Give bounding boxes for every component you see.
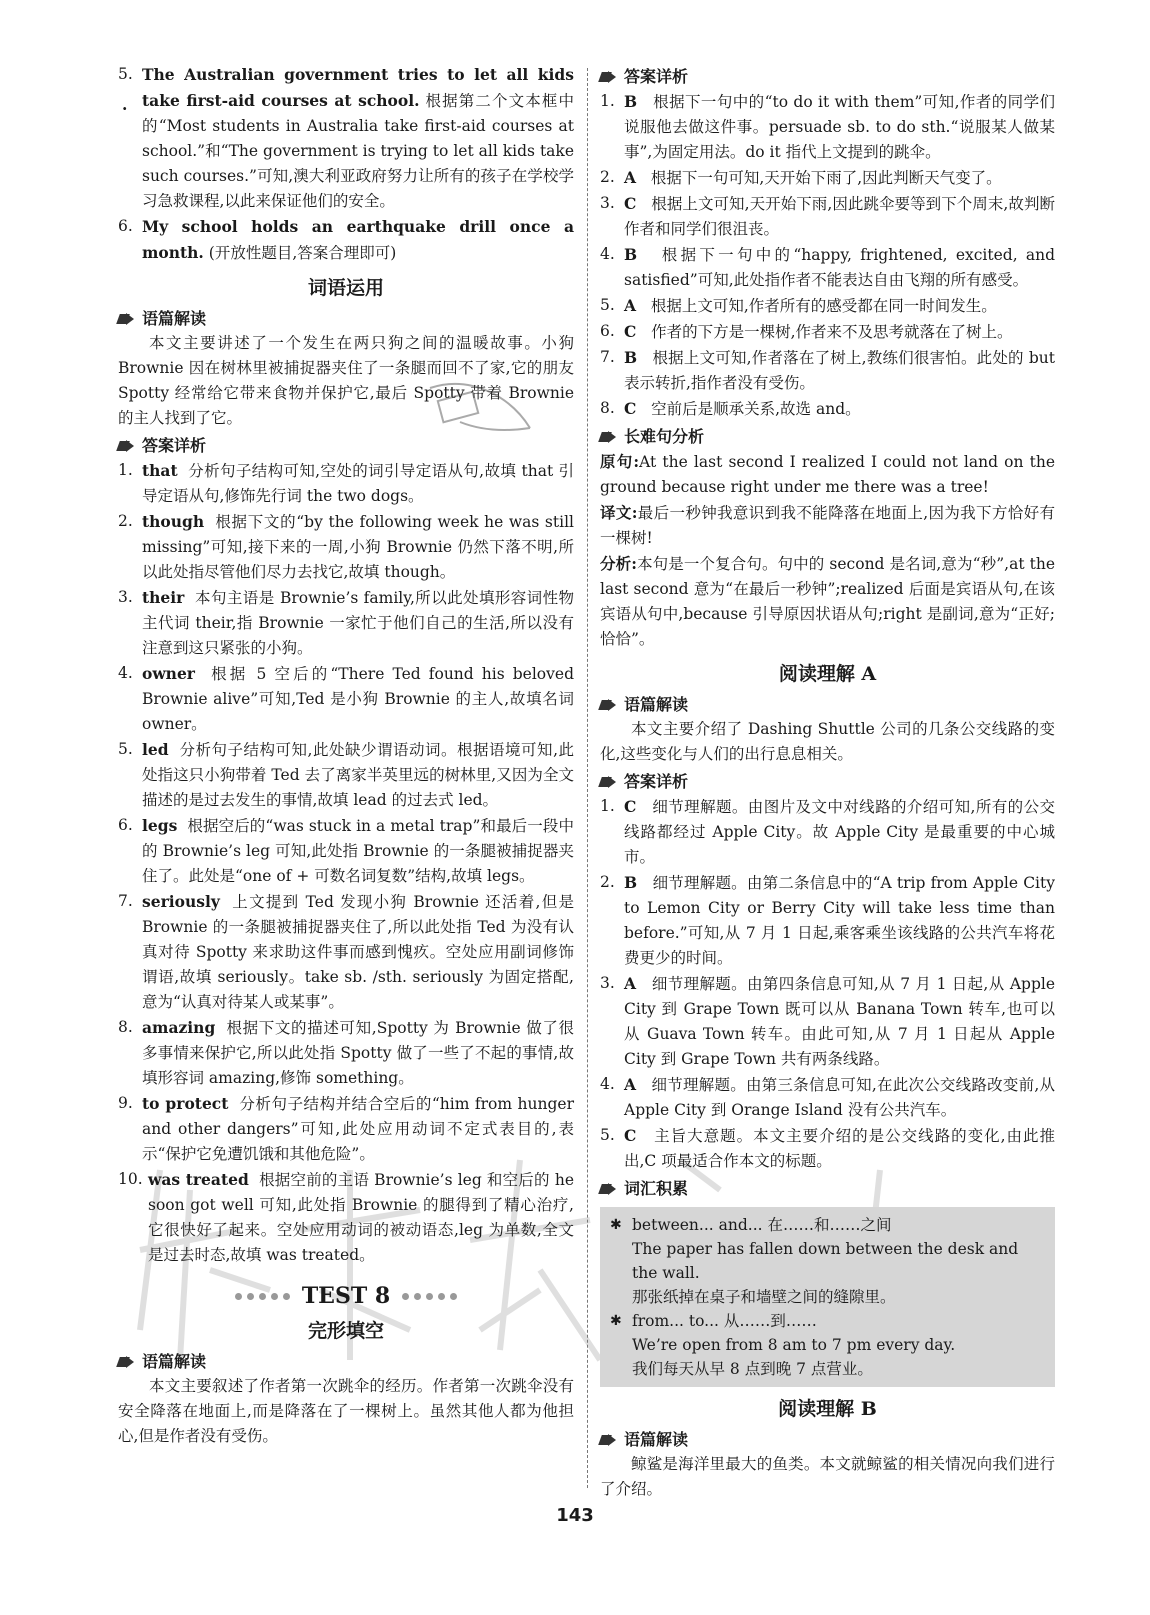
test-heading xyxy=(118,1284,574,1309)
passage-summary: 本文主要介绍了 Dashing Shuttle 公司的几条公交线路的变化,这些变化与人们的出行息息相关。 xyxy=(600,720,1055,763)
item-answer: C xyxy=(624,399,637,418)
item-explanation: 根据空后的“was stuck in a metal trap”和最后一段中的 Brownie’s leg 可知,此处指 Brownie 的一条腿被捕捉器夹住了。此处是“one of + 可数名词复数”结构,故填 legs。 xyxy=(142,817,574,885)
label-text: 答案详析 xyxy=(624,772,689,791)
vocab-entry xyxy=(610,1309,1043,1381)
item-number: 2. xyxy=(600,873,615,891)
arrow-icon xyxy=(118,439,136,453)
vocab-phrase: from... to... 从……到…… xyxy=(632,1312,817,1330)
item-number: 4. xyxy=(600,245,615,263)
answer-item xyxy=(118,889,574,1015)
item-answer: A xyxy=(624,168,637,187)
item-number: 5. xyxy=(600,1126,615,1144)
item-explanation: 细节理解题。由第三条信息可知,在此次公交线路改变前,从 Apple City 到 Orange Island 没有公共汽车。 xyxy=(624,1076,1056,1119)
vocab-entry xyxy=(610,1213,1043,1309)
item-answer: to protect xyxy=(142,1094,229,1113)
item-explanation: 细节理解题。由第二条信息中的“A trip from Apple City to Lemon City or Berry City will take less time than before.”可知,从 7 月 1 日起,乘客乘坐该线路的公共汽车将花费更少的时间。 xyxy=(624,874,1056,967)
item-number: 8. xyxy=(118,1018,133,1036)
answer-item xyxy=(600,165,1055,191)
item-explanation: 分析句子结构并结合空后的“him from hunger and other dangers”可知,此处应用动词不定式表目的,表示“保护它免遭饥饿和其他危险”。 xyxy=(142,1095,575,1163)
item-explanation: 根据下一句可知,天开始下雨了,因此判断天气变了。 xyxy=(650,169,1002,187)
section-title: 阅读理解 A xyxy=(778,663,877,685)
item-explanation: 根据上文可知,作者落在了树上,教练们很害怕。此处的 but 表示转折,指作者没有受伤。 xyxy=(624,349,1055,392)
answer-item xyxy=(118,509,574,585)
answer-item xyxy=(118,1091,574,1167)
item-answer: B xyxy=(624,245,638,264)
label-text: 长难句分析 xyxy=(624,427,705,446)
decorative-dots xyxy=(235,1293,290,1300)
item-number: 7. xyxy=(600,348,615,366)
item-answer: that xyxy=(142,461,178,480)
vocab-box xyxy=(600,1207,1055,1387)
vocab-example: The paper has fallen down between the desk and the wall. xyxy=(632,1240,1019,1282)
test-title: TEST 8 xyxy=(301,1283,391,1309)
section-label xyxy=(118,1349,574,1374)
label-text: 语篇解读 xyxy=(624,695,689,714)
item-number: 4. xyxy=(600,1075,615,1093)
item-explanation: 根据第二个文本框中的“Most students in Australia take first-aid courses at school.”和“The government is trying to let all kids take such courses.”可知,澳大利亚政府努力让所有的孩子在学校学习急救课程,以此来保证他们的安全。 xyxy=(142,92,574,210)
item-answer: amazing xyxy=(142,1018,216,1037)
item-explanation: 分析句子结构可知,空处的词引导定语从句,故填 that 引导定语从句,修饰先行词 the two dogs。 xyxy=(142,462,574,505)
item-number: 1. xyxy=(600,92,615,110)
section-label xyxy=(118,306,574,331)
label-text: 词汇积累 xyxy=(624,1179,689,1198)
answer-item xyxy=(118,1167,574,1268)
item-answer: The Australian government tries to let all kids take first-aid courses at school. xyxy=(142,65,574,110)
arrow-icon xyxy=(118,312,136,326)
arrow-icon xyxy=(600,775,618,789)
vocab-phrase: between... and... 在……和……之间 xyxy=(632,1216,892,1234)
arrow-icon xyxy=(600,430,618,444)
inline-label: 分析: xyxy=(600,554,637,573)
answer-item xyxy=(600,345,1055,396)
section-title: 词语运用 xyxy=(307,277,384,299)
item-answer: seriously xyxy=(142,892,220,911)
item-explanation: 根据下文的“by the following week he was still missing”可知,接下来的一周,小狗 Brownie 仍然下落不明,所以此处指尽管他们尽力去找它,故填 though。 xyxy=(142,513,574,581)
item-number: 9. xyxy=(118,1094,133,1112)
label-text: 语篇解读 xyxy=(142,1352,207,1371)
item-number: 5. xyxy=(118,65,133,83)
item-explanation: 上文提到 Ted 发现小狗 Brownie 还活着,但是 Brownie 的一条腿被捕捉器夹住了,所以此处指 Ted 为没有认真对待 Spotty 来求助这件事而感到愧疚。空处应用副词修饰谓语,故填 seriously。take sb. /sth. seriously 为固定搭配,意为“认真对待某人或某事”。 xyxy=(142,893,574,1011)
section-label xyxy=(600,692,1055,717)
answer-item xyxy=(600,191,1055,242)
arrow-icon xyxy=(118,1355,136,1369)
section-label xyxy=(600,64,1055,89)
item-explanation: 细节理解题。由第四条信息可知,从 7 月 1 日起,从 Apple City 到 Grape Town 既可以从 Banana Town 转车,也可以从 Guava Town 转车。由此可知,从 7 月 1 日起从 Apple City 到 Grape Town 共有两条线路。 xyxy=(624,975,1056,1068)
item-number: 1. xyxy=(118,461,133,479)
item-explanation: 根据下一句中的“happy, frightened, excited, and satisfied”可知,此处指作者不能表达自由飞翔的所有感受。 xyxy=(624,246,1055,289)
answer-item xyxy=(118,458,574,509)
item-explanation: 分析句子结构可知,此处缺少谓语动词。根据语境可知,此处指这只小狗带着 Ted 去了离家半英里远的树林里,又因为全文描述的是过去发生的事情,故填 lead 的过去式 led。 xyxy=(142,741,574,809)
item-answer: A xyxy=(624,974,637,993)
item-answer: their xyxy=(142,588,185,607)
left-column xyxy=(118,62,574,1449)
item-answer: B xyxy=(624,92,638,111)
item-answer: A xyxy=(624,1075,637,1094)
item-answer: though xyxy=(142,512,205,531)
passage-summary: 鲸鲨是海洋里最大的鱼类。本文就鲸鲨的相关情况向我们进行了介绍。 xyxy=(600,1455,1055,1498)
arrow-icon xyxy=(600,70,618,84)
answer-item xyxy=(600,870,1055,971)
column-divider xyxy=(587,68,588,1488)
vocab-translation: 那张纸掉在桌子和墙壁之间的缝隙里。 xyxy=(632,1288,896,1306)
item-explanation: 根据下文的描述可知,Spotty 为 Brownie 做了很多事情来保护它,所以此处指 Spotty 做了一些了不起的事情,故填形容词 amazing,修饰 something。 xyxy=(142,1019,574,1087)
asterisk-icon: ✱ xyxy=(610,1217,622,1233)
item-answer: owner xyxy=(142,664,195,683)
item-number: 1. xyxy=(600,797,615,815)
item-explanation: 空前后是顺承关系,故选 and。 xyxy=(651,400,861,418)
item-number: 3. xyxy=(600,974,615,992)
item-explanation: 主旨大意题。本文主要介绍的是公交线路的变化,由此推出,C 项最适合作本文的标题。 xyxy=(624,1127,1055,1170)
answer-item xyxy=(118,661,574,737)
item-number: 3. xyxy=(600,194,615,212)
answer-item xyxy=(600,242,1055,293)
original-sentence xyxy=(600,449,1055,500)
answer-item xyxy=(600,396,1055,422)
label-text: 语篇解读 xyxy=(142,309,207,328)
item-explanation: 根据上文可知,作者所有的感受都在同一时间发生。 xyxy=(650,297,997,315)
answer-item xyxy=(118,813,574,889)
item-answer: led xyxy=(142,740,169,759)
item-answer: was treated xyxy=(148,1170,249,1189)
item-explanation: 本句主语是 Brownie’s family,所以此处填形容词性物主代词 their,指 Brownie 一家忙于他们自己的生活,所以没有注意到这只紧张的小狗。 xyxy=(142,589,575,657)
passage-summary: 本文主要叙述了作者第一次跳伞的经历。作者第一次跳伞没有安全降落在地面上,而是降落在了一棵树上。虽然其他人都为他担心,但是作者没有受伤。 xyxy=(118,1377,574,1445)
label-text: 答案详析 xyxy=(142,436,207,455)
answer-item xyxy=(600,971,1055,1072)
right-column xyxy=(600,62,1055,1502)
label-text: 语篇解读 xyxy=(624,1430,689,1449)
answer-item xyxy=(600,1072,1055,1123)
bullet-dot: · xyxy=(122,99,128,118)
arrow-icon xyxy=(600,1182,618,1196)
item-number: 6. xyxy=(600,322,615,340)
answer-item xyxy=(600,319,1055,345)
vocab-translation: 我们每天从早 8 点到晚 7 点营业。 xyxy=(632,1360,873,1378)
page-number: 143 xyxy=(556,1505,594,1526)
asterisk-icon: ✱ xyxy=(610,1313,622,1329)
section-label xyxy=(600,424,1055,449)
analysis xyxy=(600,551,1055,652)
item-number: 6. xyxy=(118,816,133,834)
section-title: 阅读理解 B xyxy=(778,1398,877,1420)
sentence-text: At the last second I realized I could not land on the ground because right under me there was a tree! xyxy=(600,453,1055,496)
answer-item xyxy=(600,1123,1055,1174)
item-explanation: (开放性题目,答案合理即可) xyxy=(208,244,397,262)
item-explanation: 根据下一句中的“to do it with them”可知,作者的同学们说服他去做这件事。persuade sb. to do sth.“说服某人做某事”,为固定用法。do it 指代上文提到的跳伞。 xyxy=(624,93,1056,161)
decorative-dots xyxy=(402,1293,457,1300)
answer-item xyxy=(118,1015,574,1091)
answer-item xyxy=(118,585,574,661)
stamp-logo xyxy=(420,378,540,442)
analysis-text: 本句是一个复合句。句中的 second 是名词,意为“秒”,at the last second 意为“在最后一秒钟”;realized 后面是宾语从句,在该宾语从句中,because 引导原因状语从句;right 是副词,意为“正好;恰恰”。 xyxy=(600,555,1055,648)
item-number: 5. xyxy=(118,740,133,758)
label-text: 答案详析 xyxy=(624,67,689,86)
item-answer: legs xyxy=(142,816,178,835)
section-title: 完形填空 xyxy=(307,1320,384,1342)
inline-label: 译文: xyxy=(600,503,638,522)
answer-item xyxy=(118,214,574,266)
answer-item xyxy=(600,89,1055,165)
item-answer: A xyxy=(624,296,637,315)
section-label xyxy=(600,1176,1055,1201)
section-label xyxy=(600,1427,1055,1452)
answer-item xyxy=(600,293,1055,319)
item-explanation: 根据 5 空后的“There Ted found his beloved Brownie alive”可知,Ted 是小狗 Brownie 的主人,故填名词 owner。 xyxy=(142,665,574,733)
translation xyxy=(600,500,1055,551)
item-number: 3. xyxy=(118,588,133,606)
answer-item xyxy=(118,62,574,214)
item-explanation: 根据上文可知,天开始下雨,因此跳伞要等到下个周末,故判断作者和同学们很沮丧。 xyxy=(624,195,1056,238)
item-number: 5. xyxy=(600,296,615,314)
item-number: 6. xyxy=(118,217,133,235)
item-answer: C xyxy=(624,1126,637,1145)
item-number: 7. xyxy=(118,892,133,910)
item-answer: C xyxy=(624,322,637,341)
answer-item xyxy=(118,737,574,813)
item-answer: B xyxy=(624,873,638,892)
item-explanation: 作者的下方是一棵树,作者来不及思考就落在了树上。 xyxy=(651,323,1013,341)
item-answer: My school holds an earthquake drill once a month. xyxy=(142,217,574,262)
translation-text: 最后一秒钟我意识到我不能降落在地面上,因为我下方恰好有一棵树! xyxy=(600,504,1055,547)
arrow-icon xyxy=(600,1433,618,1447)
arrow-icon xyxy=(600,698,618,712)
item-number: 2. xyxy=(118,512,133,530)
item-explanation: 细节理解题。由图片及文中对线路的介绍可知,所有的公交线路都经过 Apple City。故 Apple City 是最重要的中心城市。 xyxy=(624,798,1056,866)
section-label xyxy=(600,769,1055,794)
item-explanation: 根据空前的主语 Brownie’s leg 和空后的 he soon got well 可知,此处指 Brownie 的腿得到了精心治疗,它很快好了起来。空处应用动词的被动语态,leg 为单数,全文是过去时态,故填 was treated。 xyxy=(148,1171,575,1264)
item-number: 10. xyxy=(118,1170,143,1188)
inline-label: 原句: xyxy=(600,452,640,471)
passage-summary: 本文主要讲述了一个发生在两只狗之间的温暖故事。小狗 Brownie 因在树林里被捕捉器夹住了一条腿而回不了家,它的朋友 Spotty 经常给它带来食物并保护它,最后 Spotty 带着 Brownie 的主人找到了它。 xyxy=(118,334,574,427)
vocab-example: We’re open from 8 am to 7 pm every day. xyxy=(632,1336,956,1354)
item-answer: C xyxy=(624,194,637,213)
item-number: 4. xyxy=(118,664,133,682)
answer-item xyxy=(600,794,1055,870)
item-answer: C xyxy=(624,797,637,816)
item-number: 8. xyxy=(600,399,615,417)
item-number: 2. xyxy=(600,168,615,186)
item-answer: B xyxy=(624,348,638,367)
